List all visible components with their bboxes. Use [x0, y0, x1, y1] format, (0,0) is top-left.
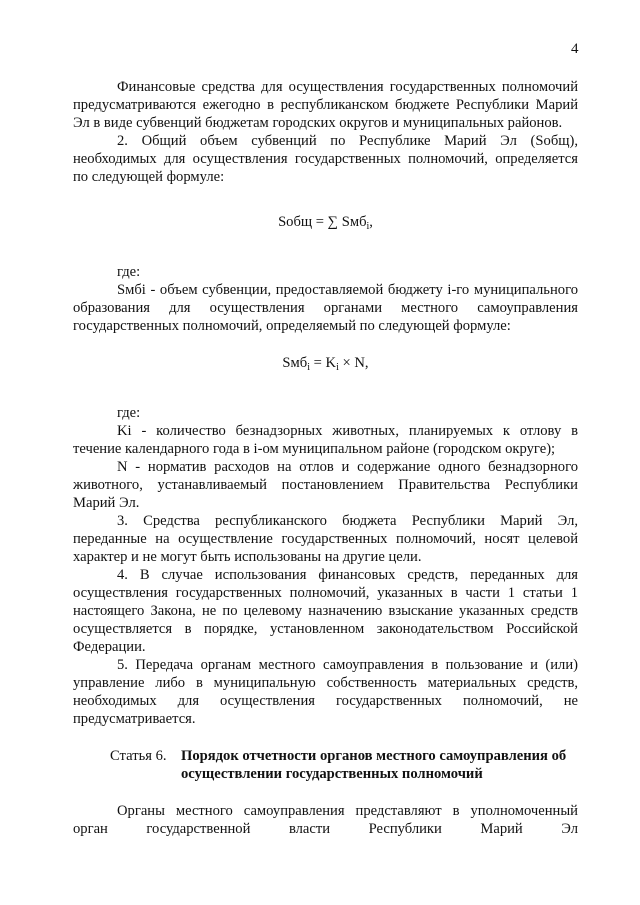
paragraph-last: Органы местного самоуправления представляют в уполномоченный орган государственной власти Республики Марий Эл [73, 803, 578, 837]
formula-total: Sобщ = ∑ Sмб$_i$, [278, 214, 373, 232]
where-label: где: [117, 264, 141, 280]
definition-smb: Sмбi - объем субвенции, предоставляемой бюджету i-го муниципального образования для осуществления органами местного самоуправления государственных полномочий, определяемый по следующей формуле: [73, 282, 578, 334]
article-label: Статья 6. [110, 748, 167, 764]
definition-n: N - норматив расходов на отлов и содержание одного безнадзорного животного, устанавливаемый постановлением Правительства Республики Марий Эл. [73, 459, 578, 511]
paragraph-5: 5. Передача органам местного самоуправления в пользование и (или) управление либо в муниципальную собственность материальных средств, необходимых для осуществления государственных полномочий, не предусматривается. [73, 657, 578, 727]
formula-smb: $Sмб_i = K_i \times N$, [282, 355, 369, 373]
paragraph-total-subvention: 2. Общий объем субвенций по Республике Марий Эл (Sобщ), необходимых для осуществления государственных полномочий, определяется по следующей формуле: [73, 133, 578, 185]
paragraph-4: 4. В случае использования финансовых средств, переданных для осуществления государственных полномочий, указанных в части 1 статьи 1 настоящего Закона, не по целевому назначению взыскание указанных средств осуществляется в порядке, установленном законодательством Российской Федерации. [73, 567, 578, 655]
article-title: Порядок отчетности органов местного самоуправления об осуществлении государственных полномочий [181, 748, 567, 782]
definition-k: Ki - количество безнадзорных животных, планируемых к отлову в течение календарного года в i-ом муниципальном районе (городском округе); [73, 423, 578, 457]
paragraph-funding: Финансовые средства для осуществления государственных полномочий предусматриваются ежегодно в республиканском бюджете Республики Марий Эл в виде субвенций бюджетам городских округов и муниципальных районов. [73, 79, 578, 131]
paragraph-3: 3. Средства республиканского бюджета Республики Марий Эл, переданные на осуществление государственных полномочий, носят целевой характер и не могут быть использованы на другие цели. [73, 513, 578, 565]
where-label-2: где: [117, 405, 141, 421]
page-number: 4 [571, 41, 579, 57]
document-body [73, 78, 578, 838]
article-heading [73, 747, 578, 783]
